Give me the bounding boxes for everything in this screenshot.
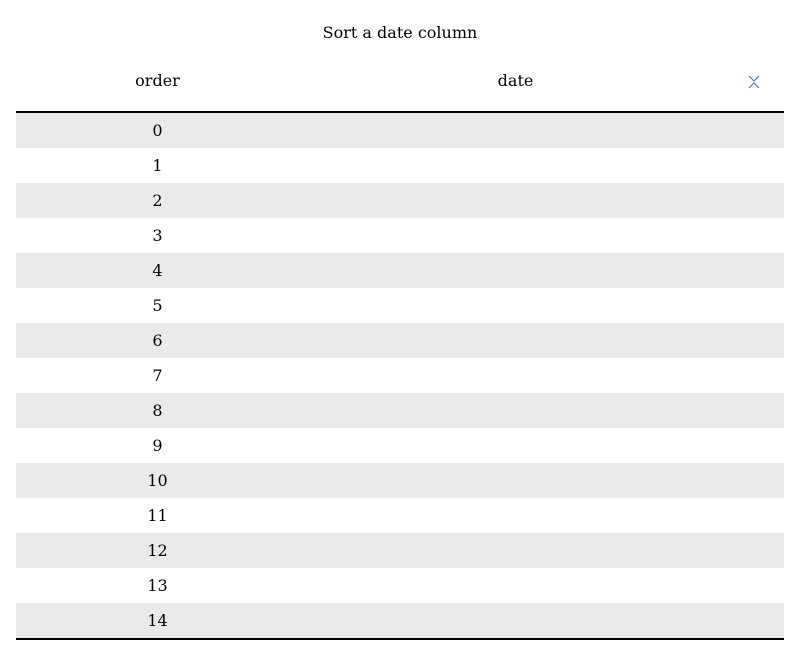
table-row — [16, 463, 784, 498]
cell-date — [299, 393, 732, 428]
cell-date — [299, 288, 732, 323]
cell-order: 7 — [152, 366, 163, 385]
table-row — [16, 498, 784, 533]
table-row — [16, 288, 784, 323]
sort-toggle-icon — [744, 73, 764, 91]
cell-order: 13 — [147, 576, 168, 595]
cell-date — [299, 568, 732, 603]
cell-date — [299, 358, 732, 393]
cell-date — [299, 218, 732, 253]
cell-order: 9 — [152, 436, 163, 455]
cell-date — [299, 428, 732, 463]
page-title: Sort a date column — [322, 23, 478, 42]
cell-order: 6 — [152, 331, 163, 350]
table-row — [16, 113, 784, 148]
cell-date — [299, 113, 732, 148]
table-row — [16, 428, 784, 463]
cell-order: 14 — [147, 611, 168, 630]
cell-order: 10 — [147, 471, 168, 490]
cell-date — [299, 148, 732, 183]
cell-order: 2 — [152, 191, 163, 210]
table-row — [16, 393, 784, 428]
sort-toggle-button[interactable] — [744, 73, 764, 91]
cell-order: 0 — [152, 121, 163, 140]
data-table — [16, 57, 784, 640]
cell-date — [299, 603, 732, 638]
cell-order: 8 — [152, 401, 163, 420]
table-row — [16, 323, 784, 358]
table-row — [16, 603, 784, 638]
cell-date — [299, 463, 732, 498]
cell-order: 3 — [152, 226, 163, 245]
column-header-date[interactable]: date — [497, 71, 534, 90]
cell-order: 4 — [152, 261, 163, 280]
cell-date — [299, 498, 732, 533]
cell-date — [299, 323, 732, 358]
table-row — [16, 533, 784, 568]
cell-order: 5 — [152, 296, 163, 315]
table-row — [16, 253, 784, 288]
table-row — [16, 148, 784, 183]
cell-date — [299, 253, 732, 288]
table-row — [16, 358, 784, 393]
column-header-order[interactable]: order — [135, 71, 180, 90]
table-bottom-rule — [16, 638, 784, 640]
cell-order: 12 — [147, 541, 168, 560]
table-header — [16, 57, 784, 113]
cell-date — [299, 533, 732, 568]
table-row — [16, 568, 784, 603]
table-body — [16, 113, 784, 638]
cell-order: 1 — [152, 156, 163, 175]
table-row — [16, 183, 784, 218]
cell-order: 11 — [147, 506, 168, 525]
table-row — [16, 218, 784, 253]
cell-date — [299, 183, 732, 218]
